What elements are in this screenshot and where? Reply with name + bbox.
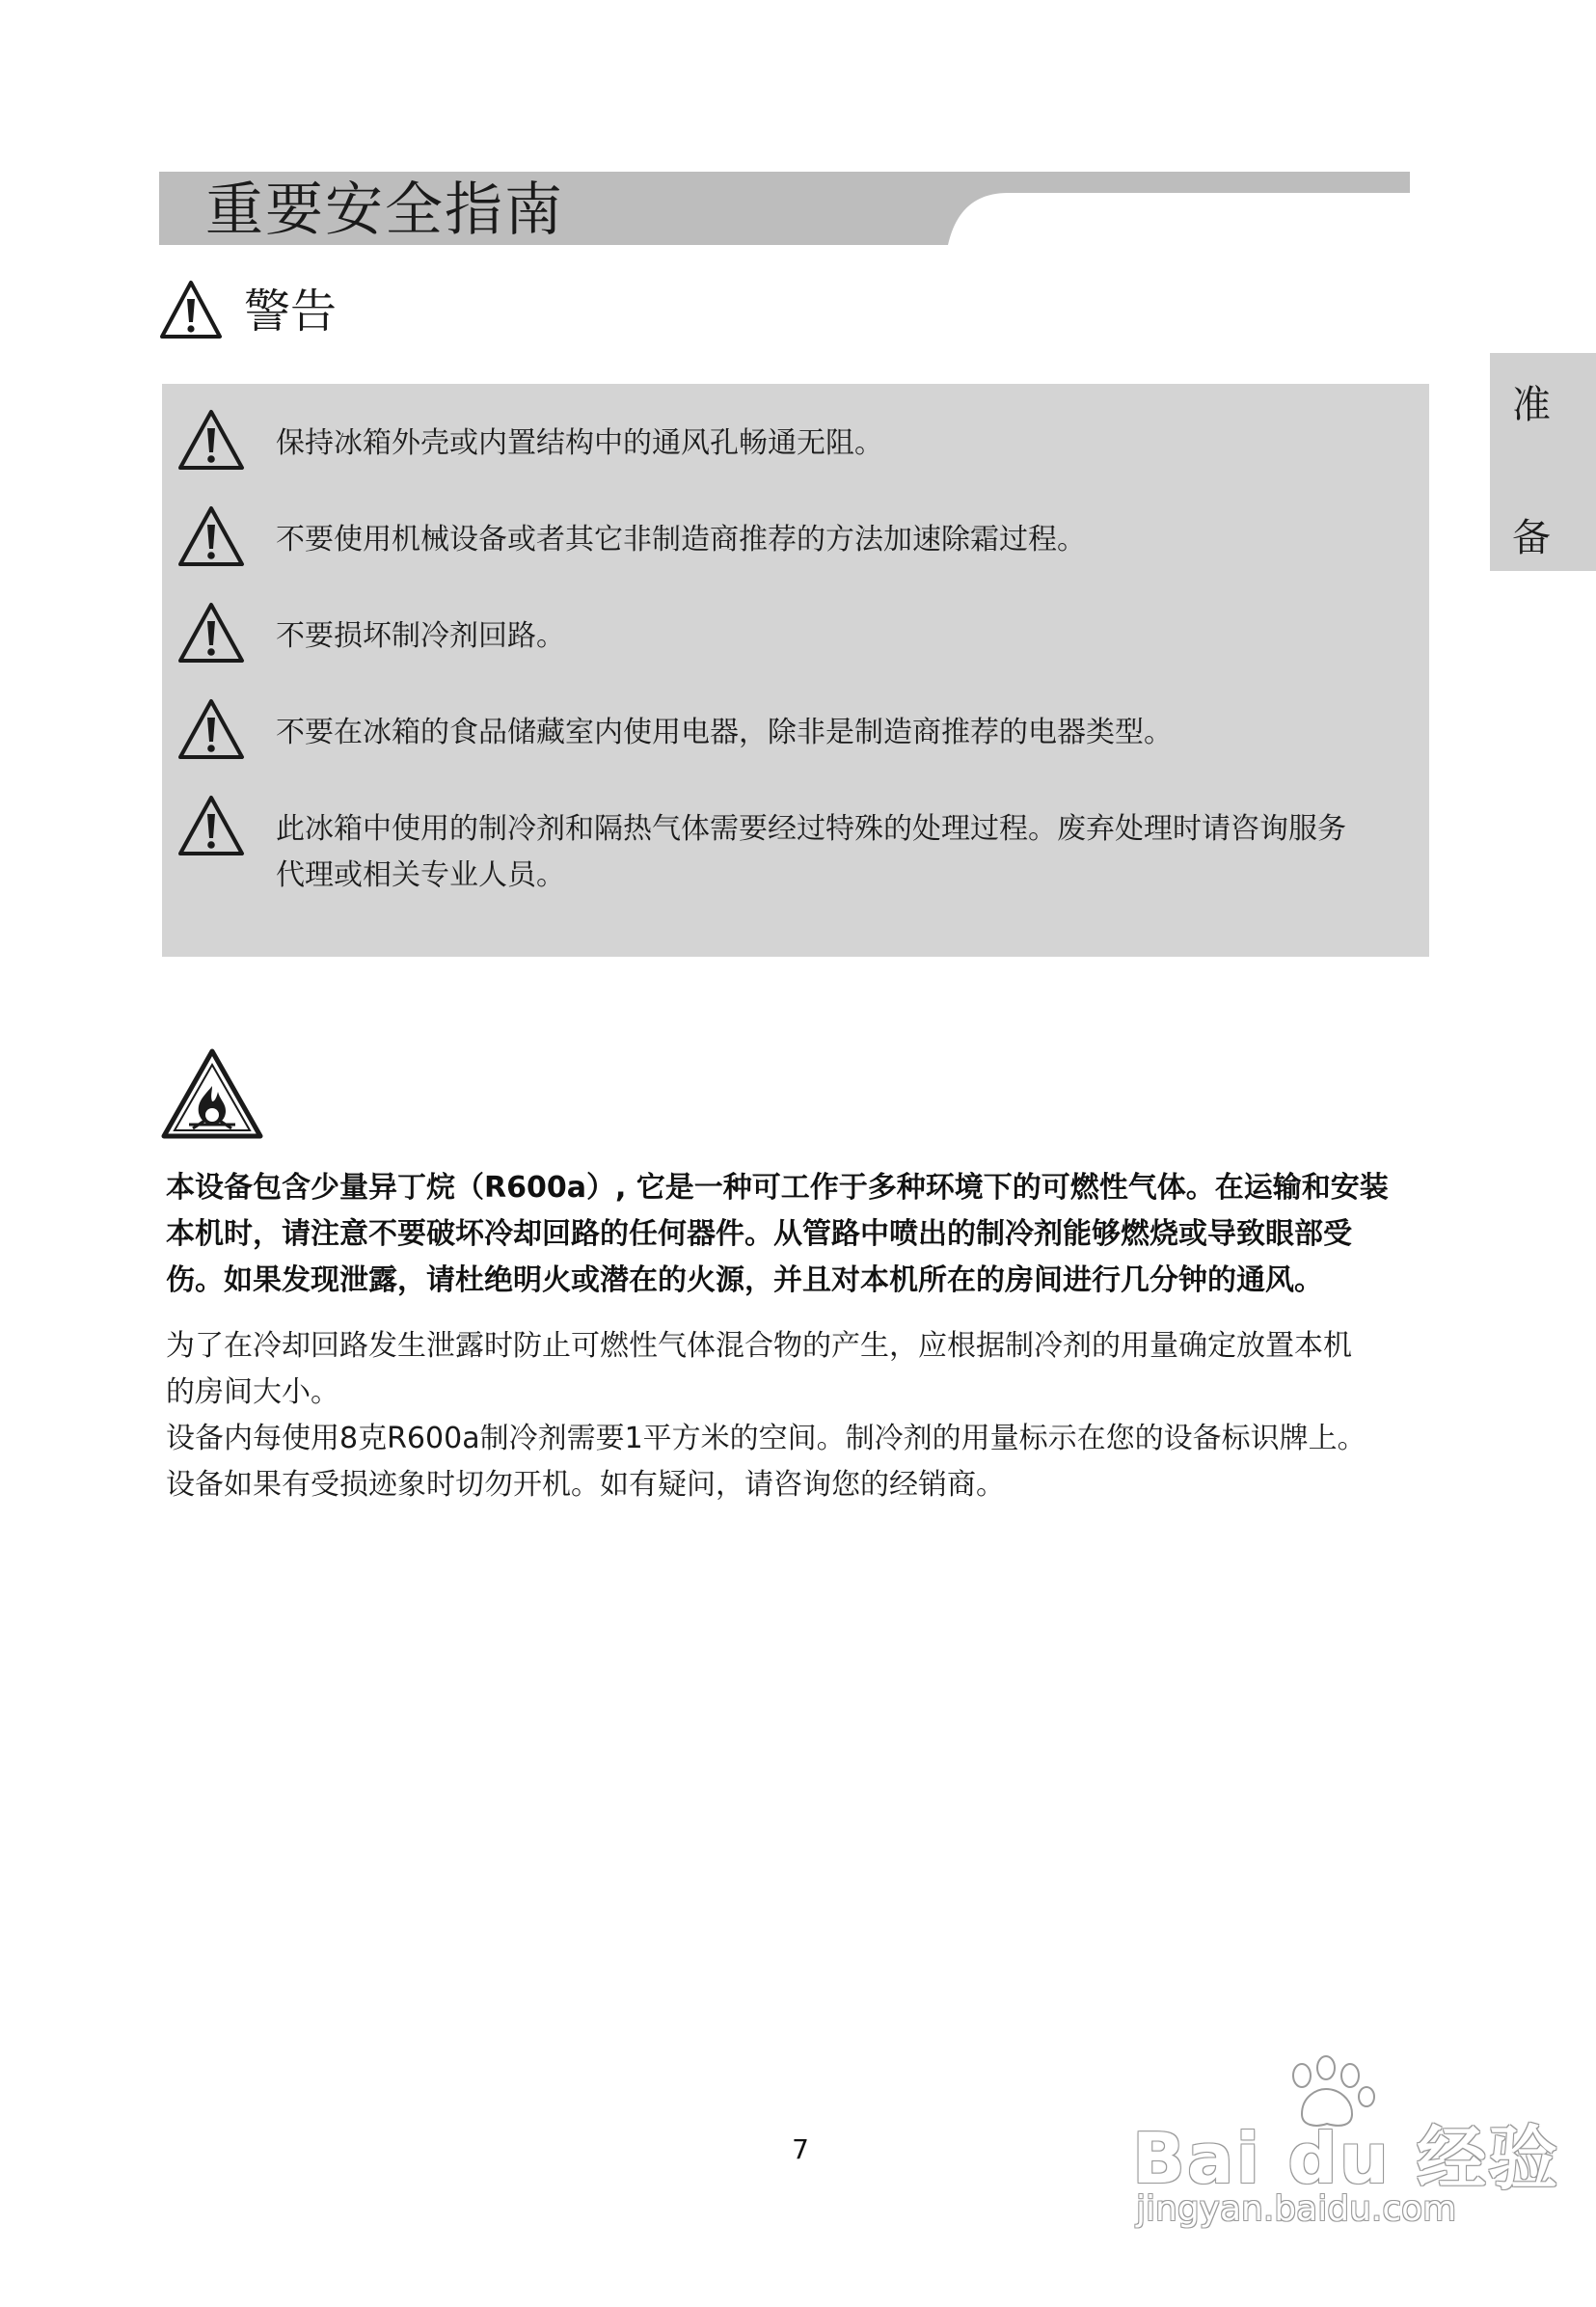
warning-item-text: 不要使用机械设备或者其它非制造商推荐的方法加速除霜过程。 xyxy=(276,523,1086,556)
flammable-warning-icon xyxy=(160,1047,264,1140)
baidu-watermark xyxy=(1128,2054,1560,2247)
watermark-brand: Bai du 经验 xyxy=(1132,2118,1560,2199)
side-tab-char-2: 备 xyxy=(1512,516,1551,560)
page-number: 7 xyxy=(792,2133,809,2165)
watermark-url: jingyan.baidu.com xyxy=(1136,2189,1457,2229)
exclamation-triangle-icon xyxy=(177,602,245,664)
text-line: 的房间大小。 xyxy=(166,1375,339,1409)
warning-item-text: 不要损坏制冷剂回路。 xyxy=(276,619,565,653)
side-tab-char-1: 准 xyxy=(1512,383,1551,427)
exclamation-triangle-icon xyxy=(159,280,223,339)
exclamation-triangle-icon xyxy=(177,505,245,567)
text-line: 为了在冷却回路发生泄露时防止可燃性气体混合物的产生，应根据制冷剂的用量确定放置本机 xyxy=(166,1329,1352,1363)
chapter-side-tab xyxy=(1490,353,1596,571)
exclamation-triangle-icon xyxy=(177,795,245,856)
flammable-warning-text xyxy=(166,1165,1420,1304)
text-line: 本设备包含少量异丁烷（R600a）, 它是一种可工作于多种环境下的可燃性气体。在运输和安装 xyxy=(166,1171,1389,1205)
text-line: 伤。如果发现泄露，请杜绝明火或潜在的火源，并且对本机所在的房间进行几分钟的通风。 xyxy=(166,1263,1323,1297)
section-title-band xyxy=(159,172,1410,245)
page-title: 重要安全指南 xyxy=(205,176,564,244)
exclamation-triangle-icon xyxy=(177,409,245,471)
warning-item-text: 不要在冰箱的食品储藏室内使用电器，除非是制造商推荐的电器类型。 xyxy=(276,716,1173,749)
text-line: 设备如果有受损迹象时切勿开机。如有疑问，请咨询您的经销商。 xyxy=(166,1468,1005,1502)
warning-item-text: 保持冰箱外壳或内置结构中的通风孔畅通无阻。 xyxy=(276,426,883,460)
warning-box xyxy=(162,384,1429,957)
text-line: 本机时，请注意不要破坏冷却回路的任何器件。从管路中喷出的制冷剂能够燃烧或导致眼部受 xyxy=(166,1217,1352,1251)
room-size-guidance-text xyxy=(166,1323,1420,1508)
text-line: 设备内每使用8克R600a制冷剂需要1平方米的空间。制冷剂的用量标示在您的设备标识牌上。 xyxy=(166,1422,1366,1455)
warning-heading-label: 警告 xyxy=(244,285,338,339)
warning-item-text: 此冰箱中使用的制冷剂和隔热气体需要经过特殊的处理过程。废弃处理时请咨询服务 代理或相关专业人员。 xyxy=(276,812,1346,892)
exclamation-triangle-icon xyxy=(177,698,245,760)
